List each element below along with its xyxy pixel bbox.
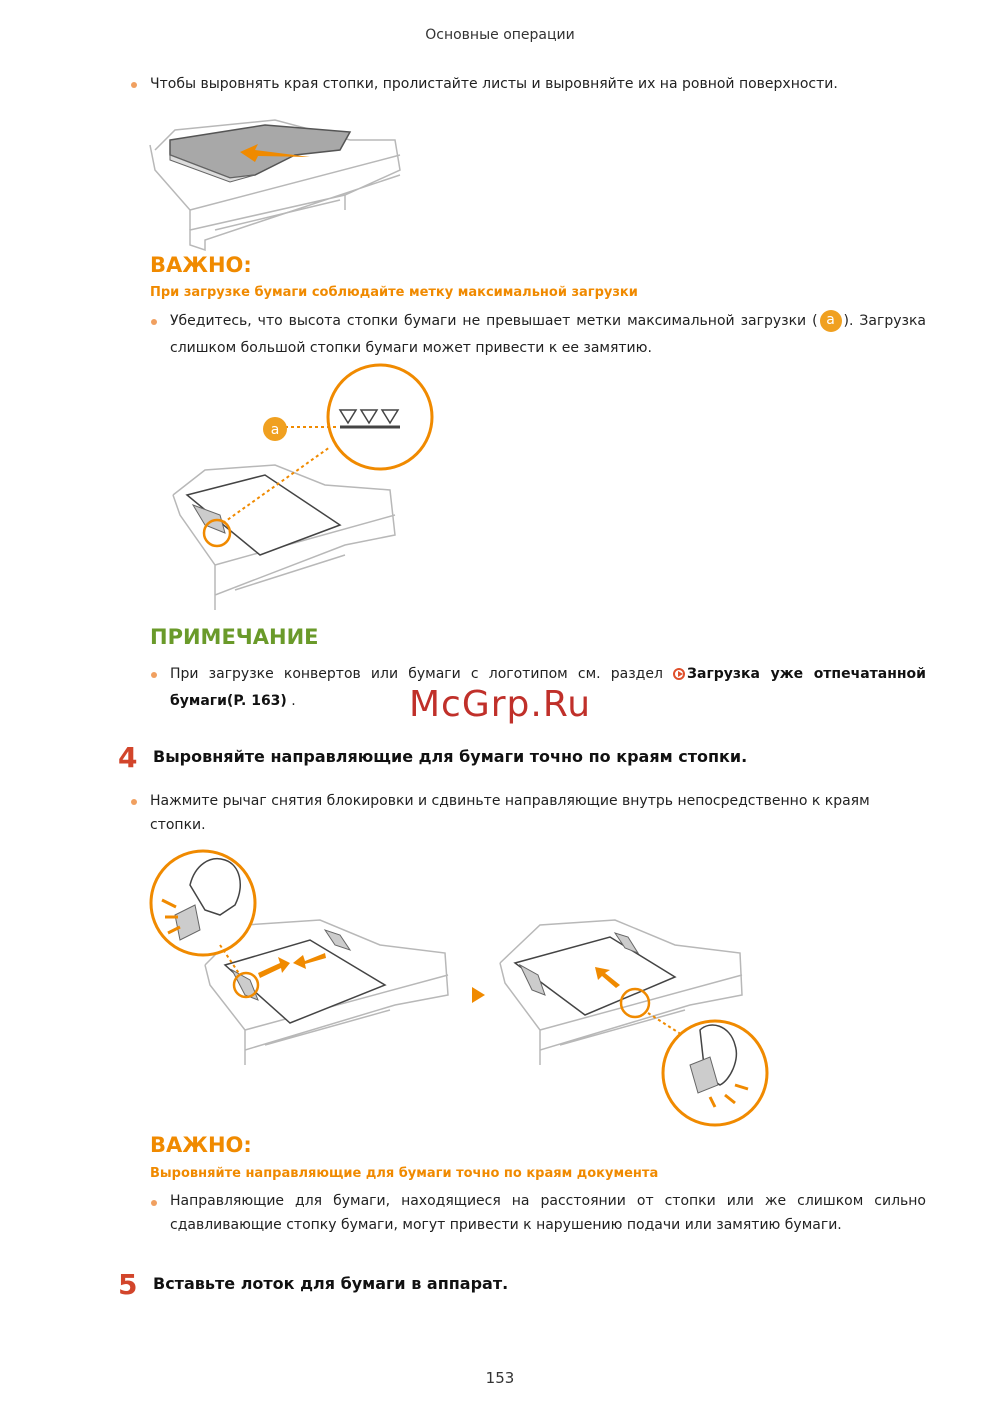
- text-segment: .: [286, 693, 296, 709]
- link-arrow-icon: [673, 668, 685, 680]
- step-number: 4: [118, 741, 138, 774]
- page-number: 153: [485, 1369, 515, 1387]
- text-segment: ). Загрузка слишком большой стопки бумаги может привести к ее замятию.: [170, 313, 926, 356]
- important-bullet-text: Направляющие для бумаги, находящиеся на расстоянии от стопки или же слишком сильно сдавливающие стопку бумаги, могут привести к нарушению подачи или замятию бумаги.: [170, 1193, 926, 1233]
- bullet-text: Чтобы выровнять края стопки, пролистайте листы и выровняйте их на ровной поверхности.: [150, 76, 838, 92]
- note-title: ПРИМЕЧАНИЕ: [150, 625, 319, 649]
- marker-a-icon: a: [820, 310, 842, 332]
- important-title: ВАЖНО:: [150, 253, 252, 277]
- text-segment: Убедитесь, что высота стопки бумаги не превышает метки максимальной загрузки (: [170, 313, 818, 329]
- important-bullet-text: [170, 308, 926, 362]
- bullet-dot: [131, 799, 137, 805]
- step-title: Вставьте лоток для бумаги в аппарат.: [153, 1274, 509, 1293]
- guide-adjust-illustration: [150, 845, 775, 1130]
- bullet-dot: [131, 82, 137, 88]
- step-number: 5: [118, 1268, 138, 1301]
- text-segment: При загрузке конвертов или бумаги с логотипом см. раздел: [170, 666, 674, 682]
- bullet-dot: [151, 319, 157, 325]
- important-subtitle: При загрузке бумаги соблюдайте метку максимальной загрузки: [150, 285, 638, 300]
- callout-label: a: [270, 422, 280, 438]
- important-title: ВАЖНО:: [150, 1133, 252, 1157]
- watermark: McGrp.Ru: [408, 684, 592, 725]
- step-title: Выровняйте направляющие для бумаги точно по краям стопки.: [153, 747, 748, 766]
- bullet-dot: [151, 1200, 157, 1206]
- step-bullet-text: Нажмите рычаг снятия блокировки и сдвиньте направляющие внутрь непосредственно к краям стопки.: [150, 793, 870, 833]
- important-subtitle: Выровняйте направляющие для бумаги точно по краям документа: [150, 1166, 659, 1181]
- tray-paper-illustration: [145, 110, 415, 250]
- reference-link[interactable]: Загрузка уже отпечатанной бумаги(P. 163): [170, 666, 926, 709]
- page-header: Основные операции: [425, 27, 575, 43]
- bullet-dot: [151, 672, 157, 678]
- max-load-mark-illustration: [165, 365, 425, 610]
